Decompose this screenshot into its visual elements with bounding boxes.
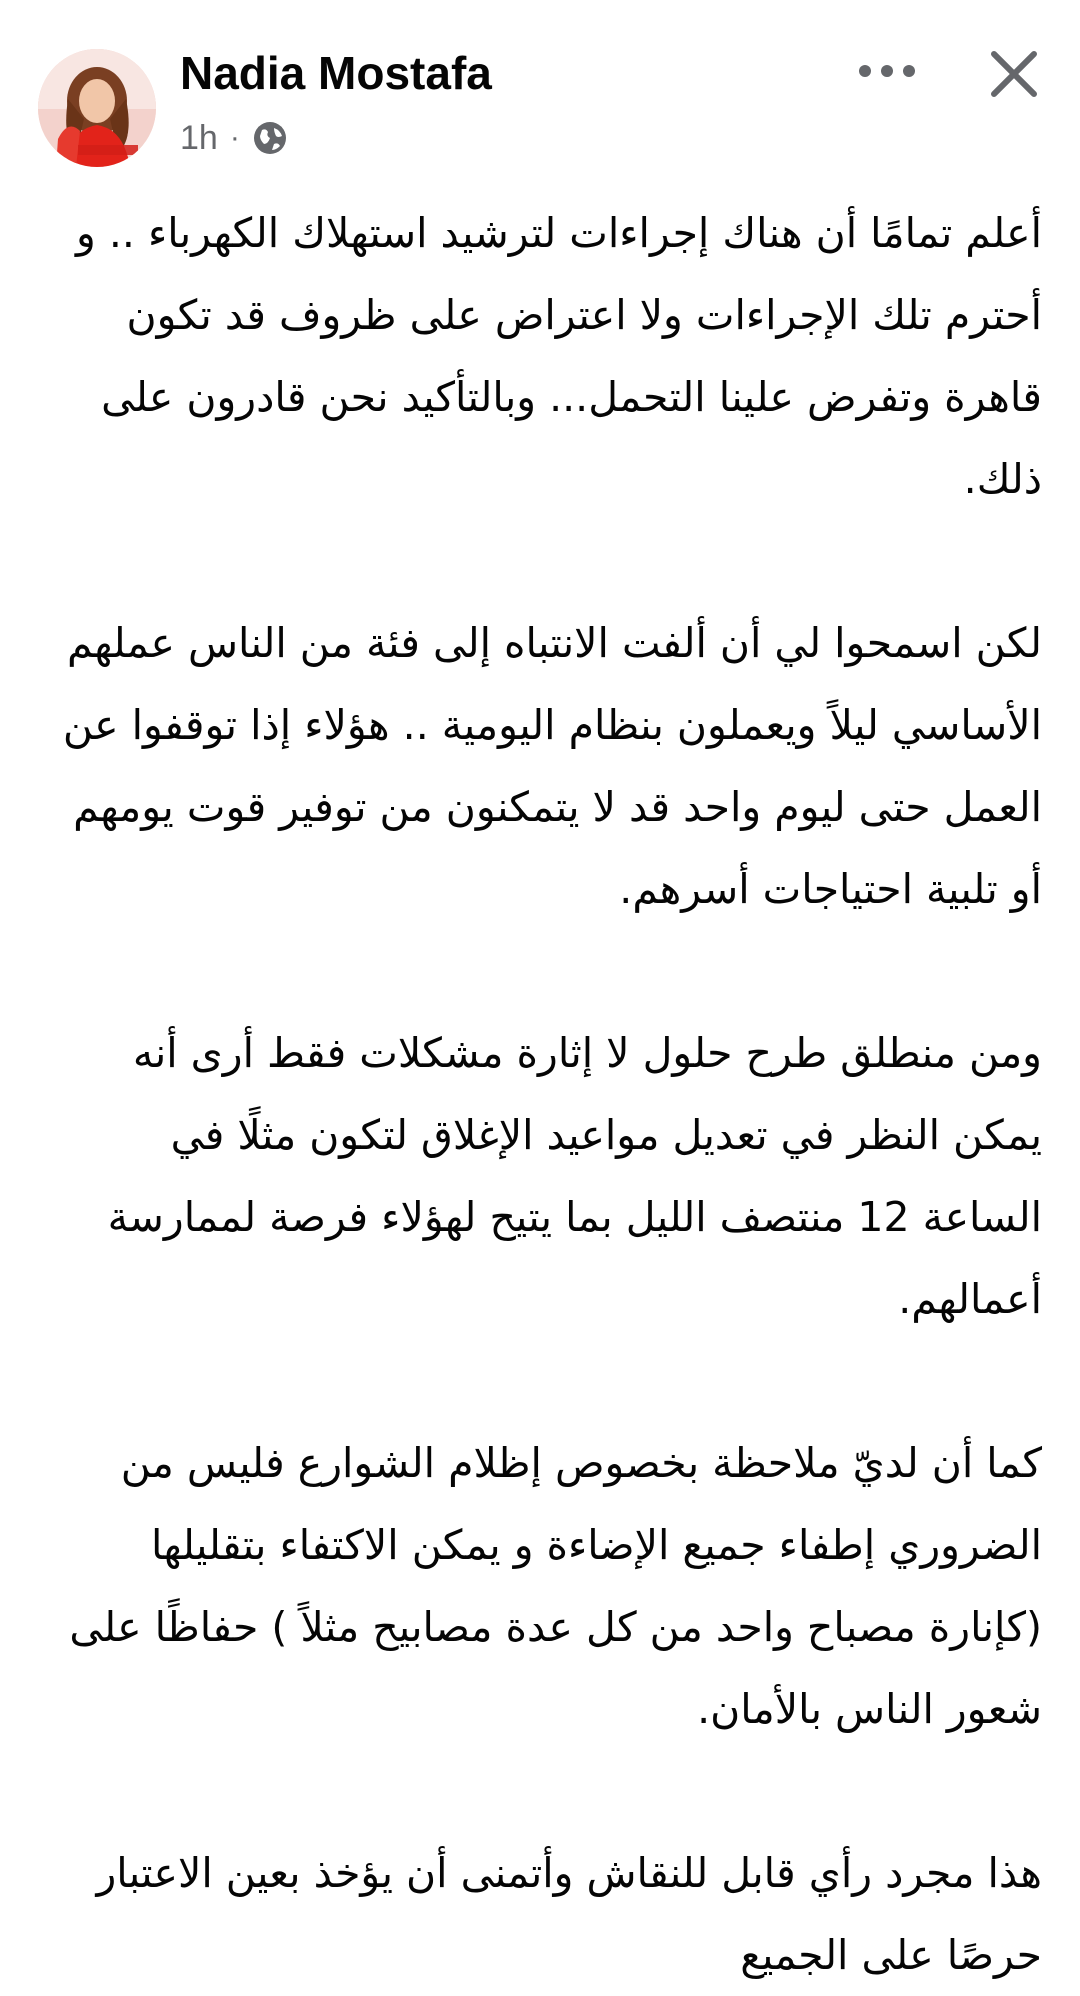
globe-icon[interactable] (252, 120, 288, 156)
post-body (54, 192, 1042, 1996)
close-button[interactable] (984, 44, 1044, 104)
more-options-button[interactable] (852, 48, 922, 94)
post-timestamp[interactable]: 1h (180, 118, 218, 157)
meta-separator: · (229, 121, 240, 154)
post-paragraph: كما أن لديّ ملاحظة بخصوص إظلام الشوارع فليس من الضروري إطفاء جميع الإضاءة و يمكن الاكتفاء بتقليلها (كإنارة مصباح واحد من كل عدة مصابيح مثلاً ) حفاظًا على شعور الناس بالأمان. (69, 1439, 1042, 1733)
author-avatar[interactable] (38, 49, 156, 167)
author-name[interactable]: Nadia Mostafa (180, 47, 492, 99)
close-icon (990, 50, 1038, 98)
post-paragraph: هذا مجرد رأي قابل للنقاش وأتمنى أن يؤخذ بعين الاعتبار حرصًا على الجميع (96, 1849, 1042, 1979)
post-meta (180, 112, 288, 164)
post-header (0, 0, 1080, 180)
post-paragraph: لكن اسمحوا لي أن ألفت الانتباه إلى فئة من الناس عملهم الأساسي ليلاً ويعملون بنظام اليومية .. هؤلاء إذا توقفوا عن العمل حتى ليوم واحد قد لا يتمكنون من توفير قوت يومهم أو تلبية احتياجات أسرهم. (62, 619, 1042, 913)
profile-photo-icon (38, 49, 156, 167)
post-paragraph: ومن منطلق طرح حلول لا إثارة مشكلات فقط أرى أنه يمكن النظر في تعديل مواعيد الإغلاق لتكون مثلًا في الساعة 12 منتصف الليل بما يتيح لهؤلاء فرصة لممارسة أعمالهم. (107, 1029, 1042, 1323)
more-horizontal-icon (857, 63, 917, 79)
post-paragraph: أعلم تمامًا أن هناك إجراءات لترشيد استهلاك الكهرباء .. و أحترم تلك الإجراءات ولا اعتراض على ظروف قد تكون قاهرة وتفرض علينا التحمل... وبالتأكيد نحن قادرون على ذلك. (76, 209, 1042, 503)
